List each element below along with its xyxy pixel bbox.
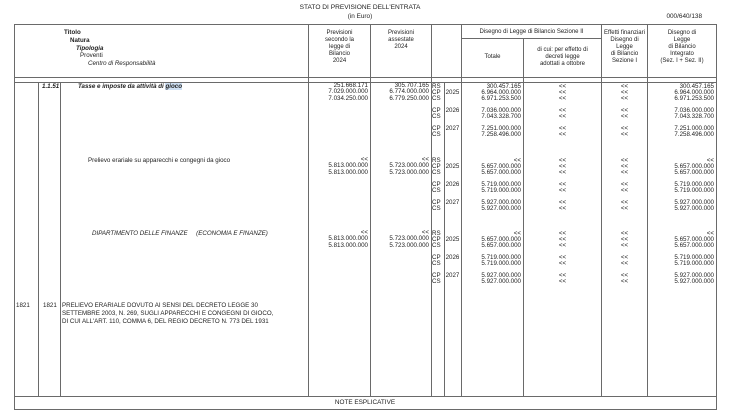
- cell-year: 2025: [445, 89, 460, 96]
- cell-cui: <<: [558, 230, 567, 237]
- prev-values-1: [309, 83, 368, 102]
- cell-int: 5.657.000.000: [674, 242, 714, 249]
- cell-cui: <<: [558, 131, 567, 138]
- cell-tag: CP: [432, 254, 441, 261]
- label-text: Tasse e imposte da attività di: [78, 83, 166, 90]
- cell-tag: CP: [432, 236, 441, 243]
- header-eff-line: Legge: [616, 44, 633, 50]
- header-tipologia: Tipologia: [76, 44, 104, 52]
- value-cell: 7.029.000.000: [328, 88, 368, 96]
- cell-cui: <<: [558, 199, 567, 206]
- value-cell: <<: [360, 156, 368, 163]
- prev-values-3: [309, 230, 368, 249]
- cell-tot: <<: [513, 157, 521, 164]
- value-cell: 5.723.000.000: [389, 235, 429, 243]
- cell-cui: <<: [558, 157, 567, 164]
- capitolo-number: 1821: [16, 302, 30, 309]
- cell-cui: <<: [558, 113, 567, 120]
- cell-eff: <<: [620, 89, 629, 96]
- capitolo-line: PRELIEVO ERARIALE DOVUTO AI SENSI DEL DECRETO LEGGE 30: [62, 302, 258, 309]
- header-cui-line: adottati a ottobre: [539, 61, 586, 67]
- cell-tot: 7.043.328.700: [481, 113, 521, 120]
- cell-tag: CP: [432, 199, 441, 206]
- section-label-tasse: [78, 83, 182, 90]
- cell-int: 300.457.165: [679, 83, 714, 90]
- capitolo-article: 1821: [43, 302, 57, 309]
- cell-int: 5.927.000.000: [674, 278, 714, 285]
- cell-int: 5.657.000.000: [674, 163, 714, 170]
- cell-eff: <<: [620, 83, 629, 90]
- value-cell: 5.813.000.000: [328, 168, 368, 176]
- cell-tot: 6.964.000.000: [481, 89, 521, 96]
- cell-eff: <<: [620, 131, 629, 138]
- header-int-line: (Sez. I + Sez. II): [660, 58, 704, 64]
- cell-cui: <<: [558, 236, 567, 243]
- value-cell: 6.779.250.000: [389, 94, 429, 102]
- cell-cui: <<: [558, 205, 567, 212]
- cell-int: 7.036.000.000: [674, 107, 714, 114]
- cell-tag: RS: [432, 83, 441, 90]
- header-int-line: Legge: [673, 37, 691, 43]
- cell-year: 2027: [445, 272, 460, 279]
- value-cell: <<: [421, 156, 429, 163]
- value-cell: 7.034.250.000: [328, 94, 368, 102]
- cell-tot: 5.719.000.000: [481, 254, 521, 261]
- cell-year: 2026: [445, 181, 460, 188]
- cell-eff: <<: [620, 205, 629, 212]
- cell-cui: <<: [558, 181, 567, 188]
- cell-eff: <<: [620, 272, 629, 279]
- header-titolo: Titolo: [64, 29, 81, 36]
- cell-cui: <<: [558, 272, 567, 279]
- cell-eff: <<: [620, 260, 629, 267]
- cell-tot: 5.927.000.000: [481, 278, 521, 285]
- value-cell: 5.723.000.000: [389, 241, 429, 249]
- cell-cui: <<: [558, 89, 567, 96]
- cell-cui: <<: [558, 169, 567, 176]
- cell-tag: CS: [432, 113, 441, 120]
- value-cell: 5.813.000.000: [328, 162, 368, 170]
- header-prev-line: Bilancio: [328, 51, 350, 57]
- header-effetti: [602, 30, 647, 65]
- cell-cui: <<: [558, 187, 567, 194]
- cell-tag: CS: [432, 131, 441, 138]
- cell-eff: <<: [620, 254, 629, 261]
- value-cell: 6.774.000.000: [389, 88, 429, 96]
- section-code: 1.1.51: [42, 83, 60, 90]
- cell-cui: <<: [558, 95, 567, 102]
- cell-int: <<: [706, 230, 714, 237]
- cell-int: <<: [706, 157, 714, 164]
- header-prev-line: Previsioni: [326, 30, 353, 36]
- header-centro: Centro di Responsabilità: [88, 60, 156, 68]
- cell-tag: CS: [432, 187, 441, 194]
- cell-tag: CP: [432, 125, 441, 132]
- header-ass-line: assestate: [388, 37, 414, 43]
- header-di-cui: [524, 47, 601, 68]
- cell-int: 5.719.000.000: [674, 187, 714, 194]
- cell-tot: 7.036.000.000: [481, 107, 521, 114]
- cell-tot: 5.927.000.000: [481, 199, 521, 206]
- cell-tag: CP: [432, 163, 441, 170]
- header-eff-line: di Bilancio: [610, 51, 639, 57]
- cell-cui: <<: [558, 254, 567, 261]
- cell-tot: 5.657.000.000: [481, 163, 521, 170]
- cell-int: 5.719.000.000: [674, 254, 714, 261]
- prev-values-2: [309, 157, 368, 176]
- note-esplicative: NOTE ESPLICATIVE: [334, 399, 396, 406]
- cell-tag: CS: [432, 95, 441, 102]
- cell-cui: <<: [558, 107, 567, 114]
- ass-values-2: [371, 157, 429, 176]
- header-totale: Totale: [484, 54, 501, 60]
- cell-eff: <<: [620, 236, 629, 243]
- cell-tag: CP: [432, 107, 441, 114]
- cell-eff: <<: [620, 230, 629, 237]
- cell-year: 2026: [445, 254, 460, 261]
- cell-eff: <<: [620, 278, 629, 285]
- cell-int: 6.964.000.000: [674, 89, 714, 96]
- cell-int: 7.043.328.700: [674, 113, 714, 120]
- cell-int: 7.251.000.000: [674, 125, 714, 132]
- header-assestate: [371, 30, 431, 51]
- value-cell: <<: [421, 229, 429, 236]
- header-prev-line: 2024: [332, 58, 347, 64]
- header-proventi: Proventi: [80, 52, 103, 60]
- cell-eff: <<: [620, 113, 629, 120]
- value-cell: 5.723.000.000: [389, 162, 429, 170]
- header-prev-line: secondo la: [324, 37, 355, 43]
- header-int-line: Disegno di: [667, 30, 697, 36]
- header-prev-line: legge di: [328, 44, 351, 50]
- header-cui-line: decreti legge: [545, 54, 580, 60]
- cell-int: 5.657.000.000: [674, 236, 714, 243]
- cell-year: 2027: [445, 125, 460, 132]
- cell-cui: <<: [558, 83, 567, 90]
- cell-tot: 5.927.000.000: [481, 272, 521, 279]
- cell-eff: <<: [620, 163, 629, 170]
- cell-tot: 5.657.000.000: [481, 169, 521, 176]
- ass-values-3: [371, 230, 429, 249]
- section-label-prelievo: Prelievo erariale su apparecchi e congegni da gioco: [88, 157, 231, 164]
- cell-int: 5.719.000.000: [674, 260, 714, 267]
- cell-tag: CS: [432, 169, 441, 176]
- header-cui-line: di cui: per effetto di: [537, 47, 588, 53]
- value-cell: 251.668.171: [333, 82, 368, 89]
- capitolo-description: [62, 302, 273, 327]
- cell-eff: <<: [620, 187, 629, 194]
- header-int-line: Integrato: [670, 51, 694, 57]
- cell-cui: <<: [558, 260, 567, 267]
- cell-year: 2027: [445, 199, 460, 206]
- cell-year: 2025: [445, 236, 460, 243]
- label-highlight: gioco: [165, 83, 182, 90]
- value-cell: 5.723.000.000: [389, 168, 429, 176]
- cell-tot: 7.258.496.000: [481, 131, 521, 138]
- cell-tag: CS: [432, 205, 441, 212]
- cell-eff: <<: [620, 199, 629, 206]
- cell-year: 2025: [445, 163, 460, 170]
- ass-values-1: [371, 83, 429, 102]
- value-cell: <<: [360, 229, 368, 236]
- header-ass-line: 2024: [394, 44, 408, 50]
- capitolo-line: SETTEMBRE 2003, N. 269, SUGLI APPARECCHI E CONGEGNI DI GIOCO,: [62, 310, 274, 318]
- header-previsioni: [309, 30, 370, 65]
- header-eff-line: Sezione I: [611, 58, 638, 64]
- cell-eff: <<: [620, 157, 629, 164]
- cell-tot: 5.719.000.000: [481, 181, 521, 188]
- header-ass-line: Previsioni: [387, 30, 414, 36]
- cell-cui: <<: [558, 278, 567, 285]
- cell-cui: <<: [558, 125, 567, 132]
- cell-tot: 300.457.165: [486, 83, 521, 90]
- cell-tag: CP: [432, 181, 441, 188]
- cell-tag: CP: [432, 89, 441, 96]
- cell-cui: <<: [558, 242, 567, 249]
- cell-tot: 5.719.000.000: [481, 187, 521, 194]
- row-hierarchy-header: [64, 29, 155, 68]
- value-cell: 5.813.000.000: [328, 235, 368, 243]
- cell-eff: <<: [620, 181, 629, 188]
- header-eff-line: Disegno di: [610, 37, 639, 43]
- cell-year: 2026: [445, 107, 460, 114]
- cell-eff: <<: [620, 242, 629, 249]
- value-cell: 5.813.000.000: [328, 241, 368, 249]
- cell-eff: <<: [620, 95, 629, 102]
- cell-tag: CS: [432, 242, 441, 249]
- header-int-line: di Bilancio: [668, 44, 696, 50]
- cell-tot: 5.719.000.000: [481, 260, 521, 267]
- header-natura: Natura: [70, 36, 90, 44]
- cell-tag: RS: [432, 157, 441, 164]
- cell-tot: 7.251.000.000: [481, 125, 521, 132]
- cell-int: 5.927.000.000: [674, 199, 714, 206]
- document-code: 000/640/138: [666, 13, 702, 20]
- capitolo-line: DI CUI ALL'ART. 110, COMMA 6, DEL REGIO DECRETO N. 773 DEL 1931: [62, 318, 269, 326]
- cell-tot: <<: [513, 230, 521, 237]
- cell-tag: RS: [432, 230, 441, 237]
- cell-eff: <<: [620, 169, 629, 176]
- value-cell: 305.707.165: [394, 82, 429, 89]
- cell-int: 6.971.253.500: [674, 95, 714, 102]
- cell-tot: 5.657.000.000: [481, 236, 521, 243]
- cell-int: 7.258.496.000: [674, 131, 714, 138]
- cell-tag: CS: [432, 260, 441, 267]
- page-title: STATO DI PREVISIONE DELL'ENTRATA: [299, 4, 421, 11]
- cell-eff: <<: [620, 107, 629, 114]
- header-integrato: [648, 30, 716, 65]
- cell-int: 5.657.000.000: [674, 169, 714, 176]
- cell-eff: <<: [620, 125, 629, 132]
- header-eff-line: Effetti finanziari: [604, 30, 645, 36]
- cell-cui: <<: [558, 163, 567, 170]
- cell-tag: CS: [432, 278, 441, 285]
- cell-int: 5.927.000.000: [674, 272, 714, 279]
- cell-int: 5.719.000.000: [674, 181, 714, 188]
- cell-tag: CP: [432, 272, 441, 279]
- cell-tot: 5.927.000.000: [481, 205, 521, 212]
- cell-int: 5.927.000.000: [674, 205, 714, 212]
- page-subtitle: (in Euro): [347, 13, 373, 20]
- cell-tot: 5.657.000.000: [481, 242, 521, 249]
- cell-tot: 6.971.253.500: [481, 95, 521, 102]
- header-ddl-sezione-ii: Disegno di Legge di Bilancio Sezione II: [479, 29, 584, 35]
- section-label-dipartimento: DIPARTIMENTO DELLE FINANZE (ECONOMIA E FINANZE): [92, 230, 268, 237]
